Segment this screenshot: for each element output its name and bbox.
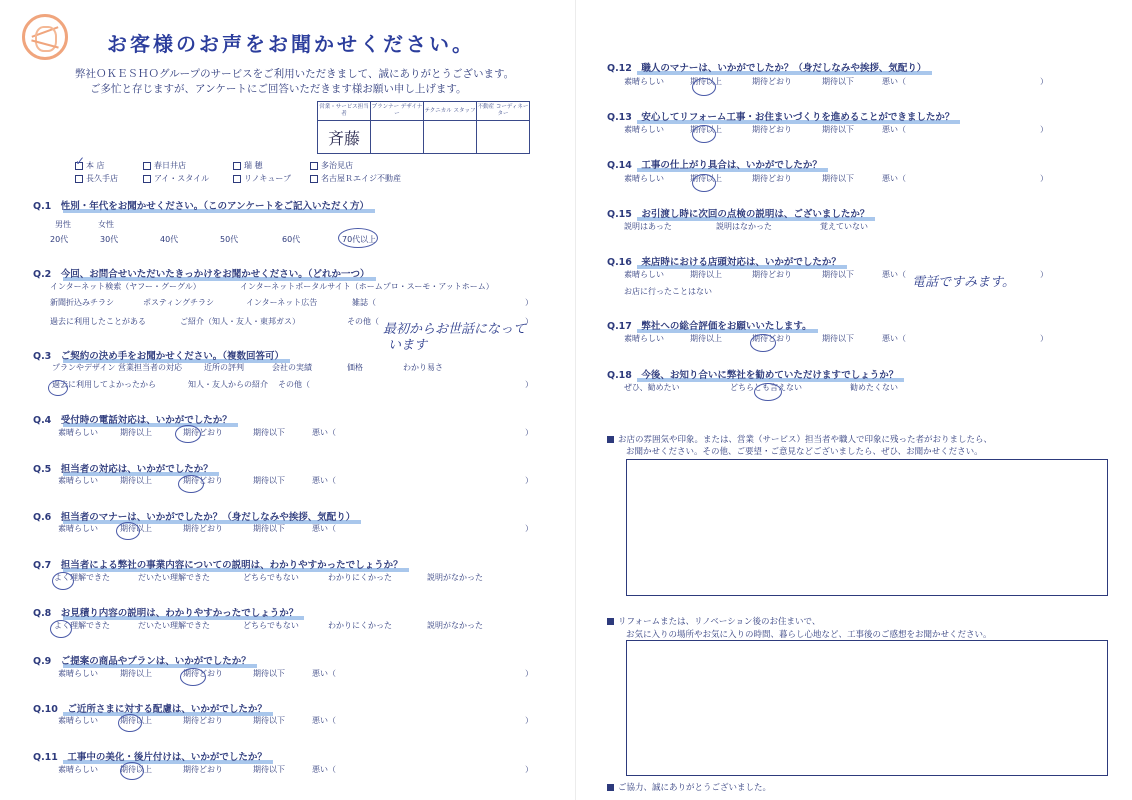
question-q10 bbox=[33, 701, 267, 715]
option-q3[interactable]: 過去に利用してよかったから bbox=[52, 380, 156, 389]
question-q18 bbox=[607, 367, 898, 381]
answer-circle-q13 bbox=[692, 125, 716, 143]
option-q1[interactable]: 60代 bbox=[282, 235, 301, 244]
answer-circle-q10 bbox=[118, 714, 142, 732]
question-label: Q.1 性別・年代をお聞かせください。（このアンケートをご記入いただく方） bbox=[33, 201, 369, 212]
option-q10[interactable]: 悪い（ bbox=[312, 716, 336, 725]
option-q14[interactable]: 期待どおり bbox=[752, 174, 792, 183]
question-q13 bbox=[607, 109, 954, 123]
option-q3[interactable]: その他（ bbox=[278, 380, 310, 389]
store-tajimi[interactable]: 多治見店 bbox=[310, 160, 353, 171]
store-checkbox[interactable] bbox=[310, 162, 318, 170]
option-q2[interactable]: インターネット広告 bbox=[246, 298, 318, 307]
option-q2[interactable]: ポスティングチラシ bbox=[143, 298, 215, 307]
option-q14[interactable]: 期待以上 bbox=[690, 174, 722, 183]
option-q5[interactable]: 期待以上 bbox=[120, 476, 152, 485]
option-q12[interactable]: ） bbox=[1040, 77, 1048, 86]
option-q12[interactable]: 期待以下 bbox=[822, 77, 854, 86]
answer-circle-q6 bbox=[116, 522, 140, 540]
option-q7[interactable]: だいたい理解できた bbox=[138, 573, 210, 582]
question-q2 bbox=[33, 266, 370, 280]
option-q10[interactable]: 期待どおり bbox=[183, 716, 223, 725]
option-q18[interactable]: ぜひ、勧めたい bbox=[624, 383, 680, 392]
option-q16[interactable]: 素晴らしい bbox=[624, 270, 664, 279]
answer-circle-q14 bbox=[692, 174, 716, 192]
option-q6[interactable]: ） bbox=[525, 524, 533, 533]
staff-table bbox=[317, 101, 530, 154]
store-checkbox[interactable] bbox=[143, 162, 151, 170]
option-q9[interactable]: 期待以下 bbox=[253, 669, 285, 678]
option-q9[interactable]: 期待どおり bbox=[183, 669, 223, 678]
option-q4[interactable]: 素晴らしい bbox=[58, 428, 98, 437]
staff-realestate-name[interactable] bbox=[477, 121, 530, 154]
option-q9[interactable]: ） bbox=[525, 669, 533, 678]
option-q13[interactable]: ） bbox=[1040, 125, 1048, 134]
option-q5[interactable]: 悪い（ bbox=[312, 476, 336, 485]
option-q6[interactable]: 素晴らしい bbox=[58, 524, 98, 533]
option-q4[interactable]: ） bbox=[525, 428, 533, 437]
option-q7[interactable]: わかりにくかった bbox=[328, 573, 392, 582]
option-q2[interactable]: 雑誌（ bbox=[352, 298, 376, 307]
square-bullet-icon bbox=[607, 784, 614, 791]
question-label: Q.4 受付時の電話対応は、いかがでしたか？ bbox=[33, 415, 232, 426]
question-label: Q.12 職人のマナーは、いかがでしたか？（身だしなみや挨拶、気配り） bbox=[607, 63, 927, 74]
staff-planner-name[interactable] bbox=[371, 121, 424, 154]
question-q3 bbox=[33, 348, 284, 362]
store-istyle[interactable]: アイ・スタイル bbox=[143, 173, 209, 184]
option-q13[interactable]: 期待どおり bbox=[752, 125, 792, 134]
comment2-prompt: リフォームまたは、リノベーション後のお住まいで、 bbox=[607, 615, 820, 627]
question-label: Q.10 ご近所さまに対する配慮は、いかがでしたか？ bbox=[33, 704, 267, 715]
option-q17[interactable]: 素晴らしい bbox=[624, 334, 664, 343]
option-q11[interactable]: 悪い（ bbox=[312, 765, 336, 774]
question-q17 bbox=[607, 318, 812, 332]
store-checkbox[interactable] bbox=[233, 162, 241, 170]
option-q4[interactable]: 期待以下 bbox=[253, 428, 285, 437]
option-q7[interactable]: 説明がなかった bbox=[427, 573, 483, 582]
checkmark-icon: ✓ bbox=[75, 154, 86, 168]
option-q16[interactable]: 期待以下 bbox=[822, 270, 854, 279]
option-q17[interactable]: ） bbox=[1040, 334, 1048, 343]
fold-line bbox=[575, 0, 576, 800]
option-q5[interactable]: 期待どおり bbox=[183, 476, 223, 485]
option-q11[interactable]: 期待以上 bbox=[120, 765, 152, 774]
option-q12[interactable]: 期待以上 bbox=[690, 77, 722, 86]
option-q17[interactable]: 期待以上 bbox=[690, 334, 722, 343]
option-q15[interactable]: 覚えていない bbox=[820, 222, 868, 231]
answer-circle-q9 bbox=[180, 668, 206, 686]
answer-circle-q7 bbox=[52, 572, 74, 590]
answer-circle-q11 bbox=[120, 762, 144, 780]
option-q1[interactable]: 30代 bbox=[100, 235, 119, 244]
answer-circle-q4 bbox=[175, 425, 201, 443]
option-q7[interactable]: よく理解できた bbox=[54, 573, 110, 582]
store-checkbox[interactable] bbox=[310, 175, 318, 183]
square-bullet-icon bbox=[607, 618, 614, 625]
option-q1[interactable]: 男性 bbox=[55, 220, 71, 229]
option-q3[interactable]: 営業担当者の対応 bbox=[118, 363, 182, 372]
option-q2[interactable]: ） bbox=[525, 317, 533, 326]
option-q5[interactable]: 期待以下 bbox=[253, 476, 285, 485]
comment1-textbox[interactable] bbox=[626, 459, 1108, 596]
comment1-prompt: お店の雰囲気や印象。または、営業（サービス）担当者や職人で印象に残った者がおりましたら、 bbox=[607, 433, 992, 445]
question-label: Q.6 担当者のマナーは、いかがでしたか？（身だしなみや挨拶、気配り） bbox=[33, 512, 356, 523]
option-q10[interactable]: 期待以下 bbox=[253, 716, 285, 725]
option-q13[interactable]: 悪い（ bbox=[882, 125, 906, 134]
option-q2[interactable]: インターネットポータルサイト（ホームプロ・スーモ・アットホーム） bbox=[240, 282, 494, 291]
square-bullet-icon bbox=[607, 436, 614, 443]
store-checkbox[interactable] bbox=[75, 175, 83, 183]
intro-line-1: 弊社ＯＫＥＳＨＯグループのサービスをご利用いただきまして、誠にありがとうございます。 bbox=[75, 68, 515, 80]
question-q9 bbox=[33, 653, 251, 667]
question-label: Q.2 今回、お問合せいただいたきっかけをお聞かせください。（どれか一つ） bbox=[33, 269, 370, 280]
store-mizuho[interactable]: 瑞 穂 bbox=[233, 160, 263, 171]
question-q14 bbox=[607, 157, 822, 171]
option-q8[interactable]: 説明がなかった bbox=[427, 621, 483, 630]
question-q15 bbox=[607, 206, 869, 220]
option-q11[interactable]: ） bbox=[525, 765, 533, 774]
comment2-textbox[interactable] bbox=[626, 640, 1108, 776]
page-title: お客様のお声をお聞かせください。 bbox=[107, 32, 475, 56]
staff-technical-name[interactable] bbox=[424, 121, 477, 154]
question-q12 bbox=[607, 60, 926, 74]
question-q11 bbox=[33, 749, 267, 763]
question-label: Q.7 担当者による弊社の事業内容についての説明は、わかりやすかったでしょうか？ bbox=[33, 560, 403, 571]
option-q9[interactable]: 期待以上 bbox=[120, 669, 152, 678]
option-q2[interactable]: ） bbox=[525, 298, 533, 307]
option-q12[interactable]: 期待どおり bbox=[752, 77, 792, 86]
option-q1[interactable]: 40代 bbox=[160, 235, 179, 244]
option-q2[interactable]: 新聞折込みチラシ bbox=[50, 298, 114, 307]
intro-line-2: ご多忙と存じますが、アンケートにご回答いただきます様お願い申し上げます。 bbox=[90, 83, 467, 95]
option-q16[interactable]: お店に行ったことはない bbox=[624, 287, 712, 296]
option-q17[interactable]: 期待以下 bbox=[822, 334, 854, 343]
q2-handwritten-note-1: 最初からお世話になって bbox=[383, 322, 527, 337]
option-q8[interactable]: よく理解できた bbox=[54, 621, 110, 630]
question-label: Q.18 今後、お知り合いに弊社を勧めていただけますでしょうか？ bbox=[607, 370, 899, 381]
option-q6[interactable]: 期待どおり bbox=[183, 524, 223, 533]
option-q3[interactable]: わかり易さ bbox=[403, 363, 443, 372]
option-q2[interactable]: インターネット検索（ヤフー・グーグル） bbox=[50, 282, 201, 291]
option-q3[interactable]: プランやデザイン bbox=[52, 363, 116, 372]
store-nagoya-rage[interactable]: 名古屋Ｒエイジ不動産 bbox=[310, 173, 401, 184]
option-q6[interactable]: 悪い（ bbox=[312, 524, 336, 533]
store-checkbox[interactable] bbox=[233, 175, 241, 183]
option-q13[interactable]: 期待以下 bbox=[822, 125, 854, 134]
question-q4 bbox=[33, 412, 232, 426]
question-label: Q.9 ご提案の商品やプランは、いかがでしたか？ bbox=[33, 656, 251, 667]
option-q15[interactable]: 説明はなかった bbox=[716, 222, 772, 231]
question-label: Q.8 お見積り内容の説明は、わかりやすかったでしょうか？ bbox=[33, 608, 299, 619]
option-q14[interactable]: ） bbox=[1040, 174, 1048, 183]
question-label: Q.13 安心してリフォーム工事・お住まいづくりを進めることができましたか？ bbox=[607, 112, 955, 123]
store-honten[interactable]: 本 店 bbox=[75, 160, 105, 171]
question-q16 bbox=[607, 254, 841, 268]
option-q4[interactable]: 悪い（ bbox=[312, 428, 336, 437]
question-q6 bbox=[33, 509, 355, 523]
option-q12[interactable]: 素晴らしい bbox=[624, 77, 664, 86]
option-q10[interactable]: 素晴らしい bbox=[58, 716, 98, 725]
option-q14[interactable]: 素晴らしい bbox=[624, 174, 664, 183]
question-label: Q.11 工事中の美化・後片付けは、いかがでしたか？ bbox=[33, 752, 267, 763]
option-q18[interactable]: どちらとも言えない bbox=[730, 383, 802, 392]
option-q4[interactable]: 期待どおり bbox=[183, 428, 223, 437]
comment1-prompt-2: お聞かせください。その他、ご要望・ご意見などございましたら、ぜひ、お聞かせください。 bbox=[626, 447, 983, 457]
staff-header-realestate: 不動産 コーディネーター bbox=[477, 102, 530, 121]
option-q11[interactable]: 期待以下 bbox=[253, 765, 285, 774]
option-q6[interactable]: 期待以下 bbox=[253, 524, 285, 533]
comment2-prompt-2: お気に入りの場所やお気に入りの時間、暮らし心地など、工事後のご感想をお聞かせください。 bbox=[626, 630, 992, 640]
option-q7[interactable]: どちらでもない bbox=[243, 573, 299, 582]
answer-circle-q1 bbox=[338, 228, 378, 248]
store-checkbox[interactable] bbox=[143, 175, 151, 183]
option-q8[interactable]: わかりにくかった bbox=[328, 621, 392, 630]
logo-stamp bbox=[22, 14, 68, 60]
option-q16[interactable]: ） bbox=[1040, 270, 1048, 279]
option-q17[interactable]: 悪い（ bbox=[882, 334, 906, 343]
question-q1 bbox=[33, 198, 369, 212]
answer-circle-q18 bbox=[754, 383, 782, 401]
option-q5[interactable]: ） bbox=[525, 476, 533, 485]
q16-handwritten-note: 電話ですみます。 bbox=[912, 275, 1015, 290]
option-q9[interactable]: 悪い（ bbox=[312, 669, 336, 678]
staff-sales-name[interactable]: 斉藤 bbox=[318, 121, 371, 154]
option-q3[interactable]: 近所の評判 bbox=[204, 363, 244, 372]
option-q16[interactable]: 期待どおり bbox=[752, 270, 792, 279]
store-renocube[interactable]: リノキューブ bbox=[233, 173, 291, 184]
option-q8[interactable]: だいたい理解できた bbox=[138, 621, 210, 630]
option-q10[interactable]: 期待以上 bbox=[120, 716, 152, 725]
option-q9[interactable]: 素晴らしい bbox=[58, 669, 98, 678]
option-q18[interactable]: 勧めたくない bbox=[850, 383, 898, 392]
option-q1[interactable]: 70代以上 bbox=[342, 235, 377, 244]
option-q1[interactable]: 20代 bbox=[50, 235, 69, 244]
answer-circle-q8 bbox=[50, 620, 72, 638]
option-q10[interactable]: ） bbox=[525, 716, 533, 725]
answer-circle-q12 bbox=[692, 78, 716, 96]
question-label: Q.3 ご契約の決め手をお聞かせください。（複数回答可） bbox=[33, 351, 285, 362]
question-q7 bbox=[33, 557, 403, 571]
footer-thanks: ご協力、誠にありがとうございました。 bbox=[607, 781, 771, 793]
option-q3[interactable]: 会社の実績 bbox=[272, 363, 312, 372]
option-q3[interactable]: 知人・友人からの紹介 bbox=[188, 380, 268, 389]
q2-handwritten-note-2: います bbox=[388, 338, 428, 353]
staff-header-planner: プランナー デザイナー bbox=[371, 102, 424, 121]
option-q2[interactable]: 過去に利用したことがある bbox=[50, 317, 146, 326]
question-label: Q.5 担当者の対応は、いかがでしたか？ bbox=[33, 464, 213, 475]
store-kasugai[interactable]: 春日井店 bbox=[143, 160, 186, 171]
question-q8 bbox=[33, 605, 298, 619]
question-label: Q.17 弊社への総合評価をお願いいたします。 bbox=[607, 321, 812, 332]
question-label: Q.16 来店時における店頭対応は、いかがでしたか？ bbox=[607, 257, 841, 268]
staff-header-technical: テクニカル スタッフ bbox=[424, 102, 477, 121]
question-label: Q.15 お引渡し時に次回の点検の説明は、ございましたか？ bbox=[607, 209, 870, 220]
option-q17[interactable]: 期待どおり bbox=[752, 334, 792, 343]
option-q4[interactable]: 期待以上 bbox=[120, 428, 152, 437]
option-q13[interactable]: 期待以上 bbox=[690, 125, 722, 134]
option-q12[interactable]: 悪い（ bbox=[882, 77, 906, 86]
option-q6[interactable]: 期待以上 bbox=[120, 524, 152, 533]
answer-circle-q17 bbox=[750, 334, 776, 352]
option-q14[interactable]: 悪い（ bbox=[882, 174, 906, 183]
option-q5[interactable]: 素晴らしい bbox=[58, 476, 98, 485]
option-q14[interactable]: 期待以下 bbox=[822, 174, 854, 183]
question-q5 bbox=[33, 461, 213, 475]
option-q2[interactable]: その他（ bbox=[347, 317, 379, 326]
option-q11[interactable]: 素晴らしい bbox=[58, 765, 98, 774]
option-q15[interactable]: 説明はあった bbox=[624, 222, 672, 231]
option-q8[interactable]: どちらでもない bbox=[243, 621, 299, 630]
option-q11[interactable]: 期待どおり bbox=[183, 765, 223, 774]
staff-header-sales: 営業・サービス担当者 bbox=[318, 102, 371, 121]
option-q3[interactable]: 価格 bbox=[347, 363, 363, 372]
option-q16[interactable]: 悪い（ bbox=[882, 270, 906, 279]
option-q13[interactable]: 素晴らしい bbox=[624, 125, 664, 134]
store-nagakute[interactable]: 長久手店 bbox=[75, 173, 118, 184]
option-q16[interactable]: 期待以上 bbox=[690, 270, 722, 279]
option-q3[interactable]: ） bbox=[525, 380, 533, 389]
option-q1[interactable]: 50代 bbox=[220, 235, 239, 244]
answer-circle-q3 bbox=[48, 380, 68, 396]
question-label: Q.14 工事の仕上がり具合は、いかがでしたか？ bbox=[607, 160, 822, 171]
option-q2[interactable]: ご紹介（知人・友人・東邦ガス） bbox=[180, 317, 300, 326]
option-q1[interactable]: 女性 bbox=[98, 220, 114, 229]
answer-circle-q5 bbox=[178, 475, 204, 493]
